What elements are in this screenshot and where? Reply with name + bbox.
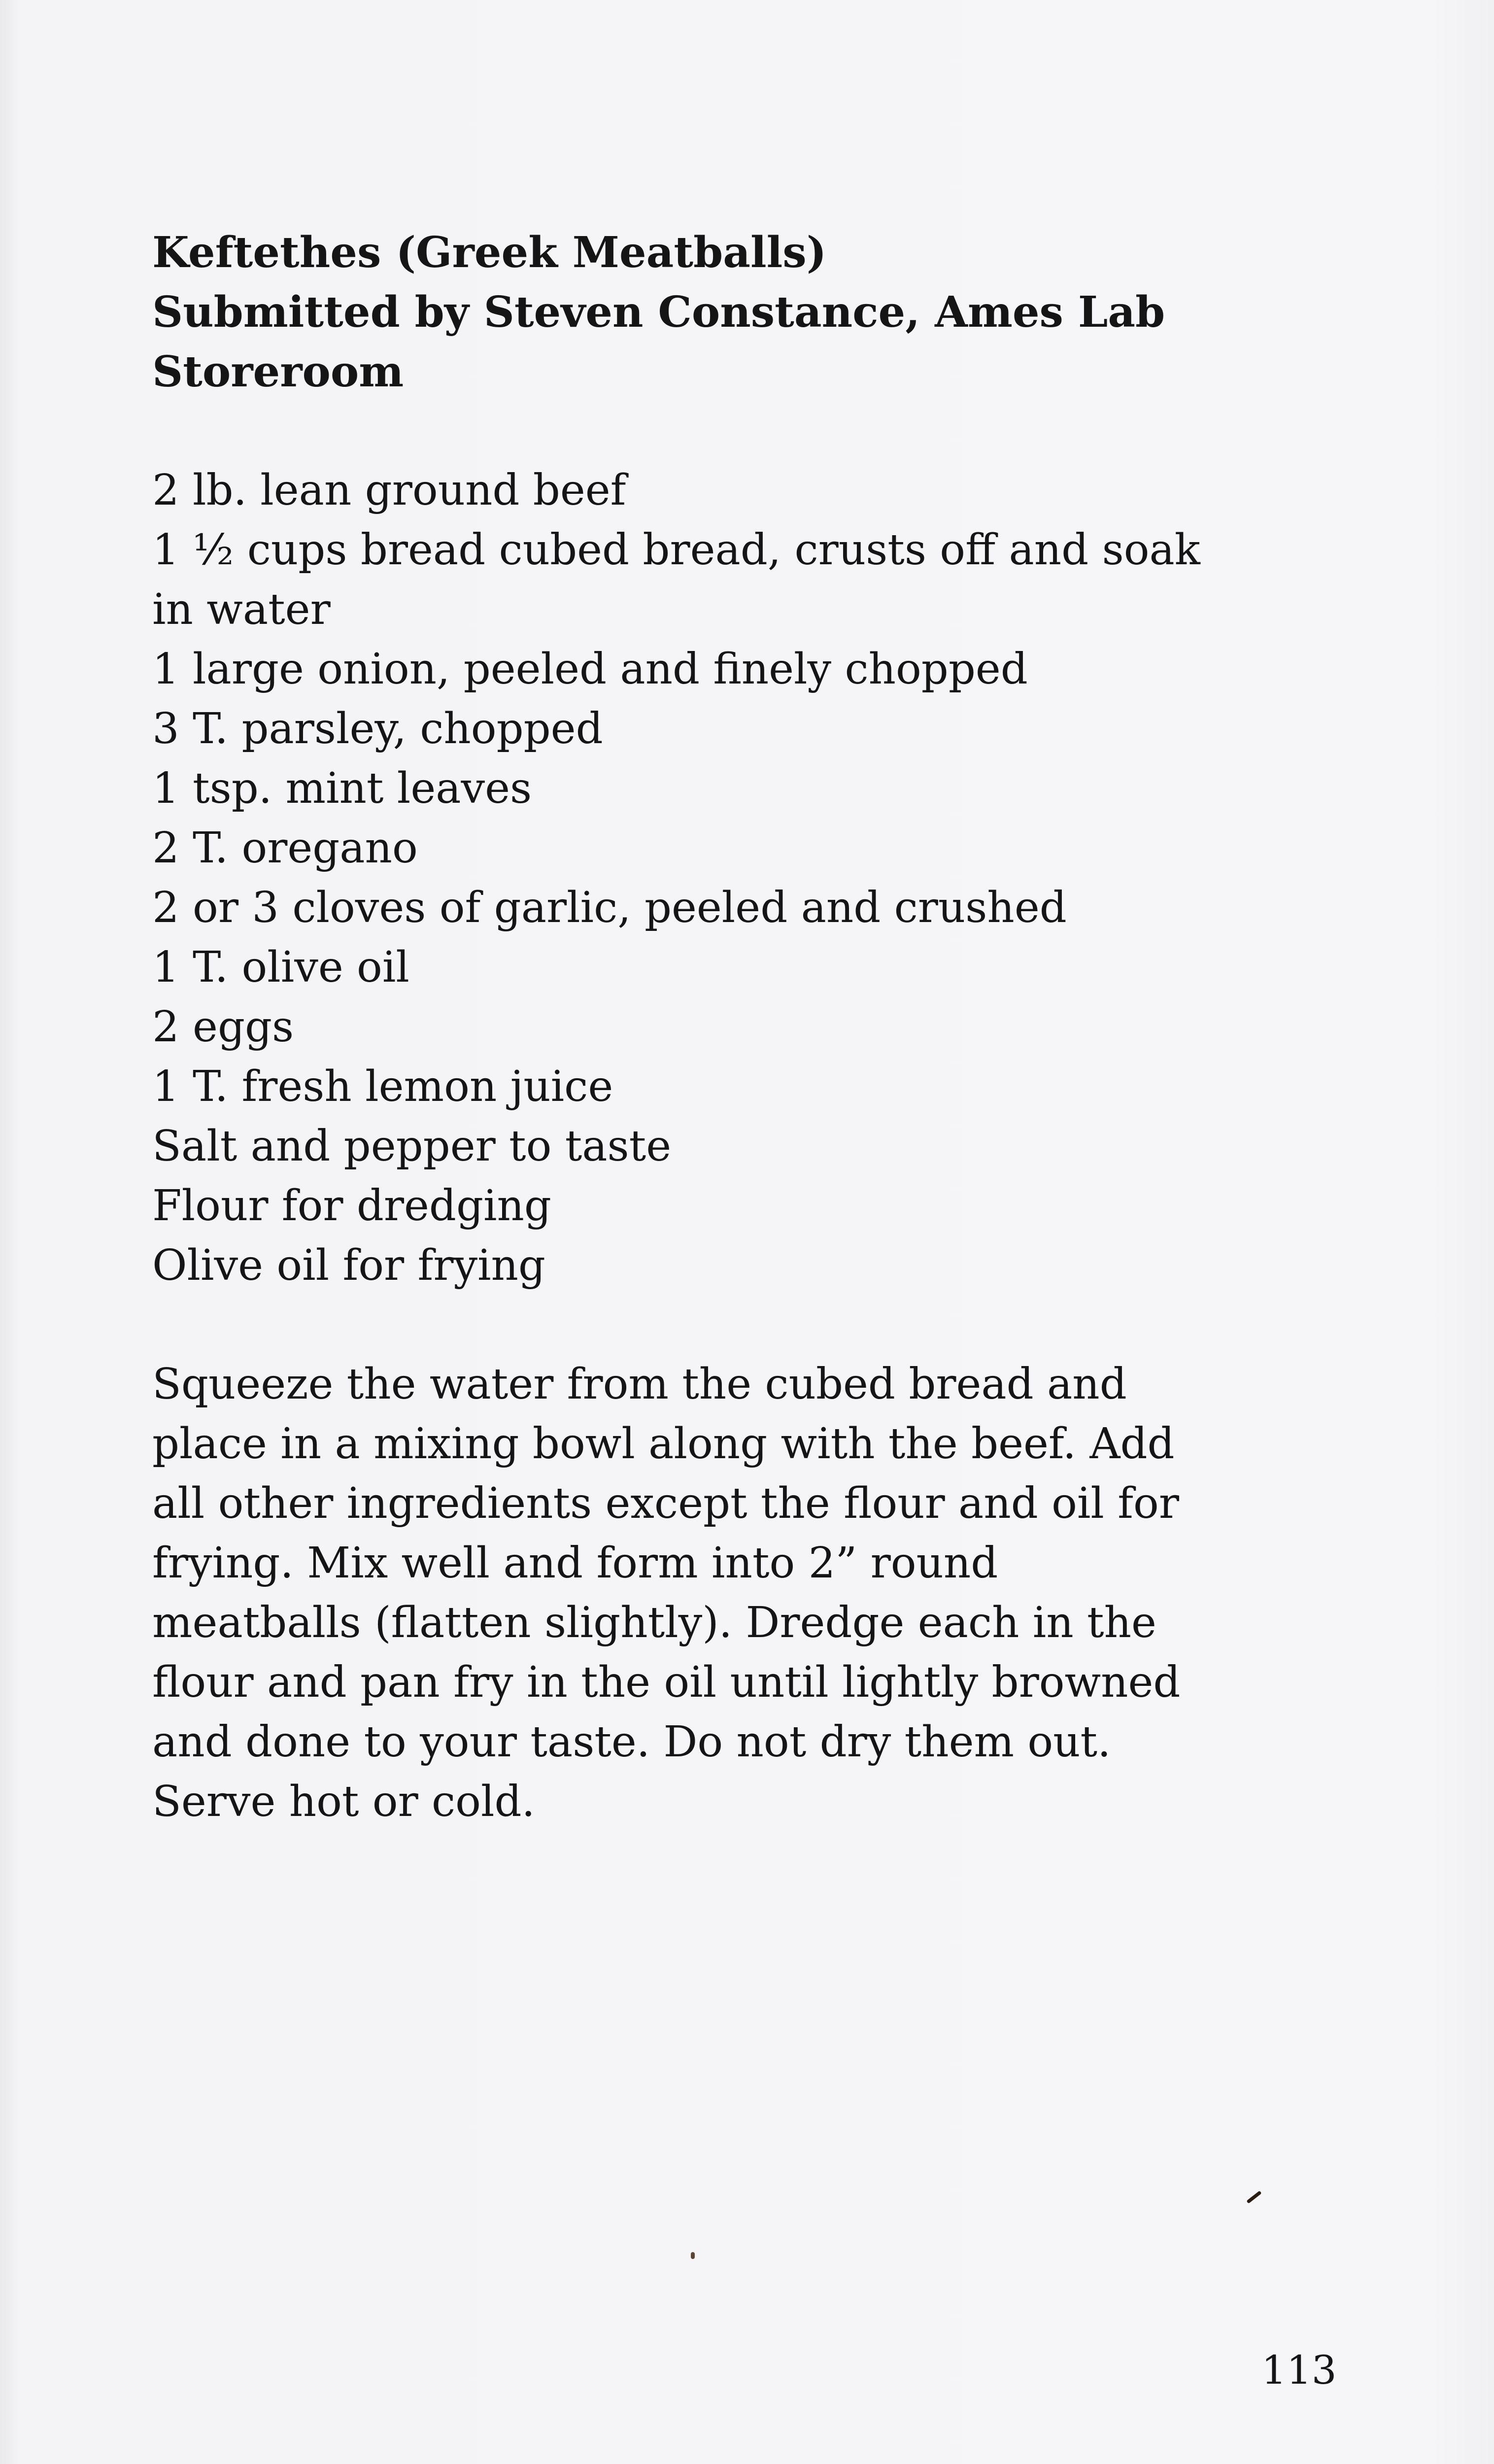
ingredient-line: Olive oil for frying	[152, 1241, 545, 1290]
instructions-paragraph	[152, 1355, 1266, 1832]
instruction-line: Squeeze the water from the cubed bread and	[152, 1360, 1127, 1409]
ingredient-line: 2 T. oregano	[152, 823, 418, 873]
instruction-line: frying. Mix well and form into 2” round	[152, 1539, 998, 1588]
ingredient-line: 1 T. olive oil	[152, 943, 409, 992]
ingredient-line: 2 or 3 cloves of garlic, peeled and crushed	[152, 883, 1067, 932]
instruction-line: meatballs (flatten slightly). Dredge each in the	[152, 1598, 1156, 1647]
ingredient-line: 1 ½ cups bread cubed bread, crusts off and soak	[152, 525, 1200, 575]
ingredient-line: 1 tsp. mint leaves	[152, 764, 532, 813]
ingredient-line: 1 T. fresh lemon juice	[152, 1062, 613, 1111]
ingredient-line: 2 eggs	[152, 1002, 294, 1052]
ink-speck	[691, 2252, 695, 2259]
instruction-line: and done to your taste. Do not dry them out.	[152, 1717, 1111, 1767]
ingredient-line: 2 lb. lean ground beef	[152, 466, 626, 515]
instruction-line: flour and pan fry in the oil until lightly browned	[152, 1658, 1181, 1707]
ingredient-line: in water	[152, 585, 331, 634]
recipe-title	[152, 223, 1266, 402]
recipe-submitter-line: Submitted by Steven Constance, Ames Lab	[152, 287, 1165, 337]
ingredient-line: 3 T. parsley, chopped	[152, 704, 603, 753]
recipe-content	[152, 223, 1266, 1832]
instruction-line: all other ingredients except the flour and oil for	[152, 1479, 1179, 1528]
instruction-line: place in a mixing bowl along with the beef. Add	[152, 1419, 1175, 1469]
recipe-submitter-line: Storeroom	[152, 347, 404, 397]
ingredient-line: 1 large onion, peeled and finely chopped	[152, 645, 1028, 694]
ingredient-line: Salt and pepper to taste	[152, 1122, 672, 1171]
instruction-line: Serve hot or cold.	[152, 1777, 535, 1826]
ingredient-line: Flour for dredging	[152, 1181, 551, 1231]
recipe-title-line: Keftethes (Greek Meatballs)	[152, 228, 827, 277]
ink-speck	[1246, 2190, 1261, 2203]
page-number: 113	[1261, 2347, 1337, 2393]
ingredients-list	[152, 461, 1266, 1296]
